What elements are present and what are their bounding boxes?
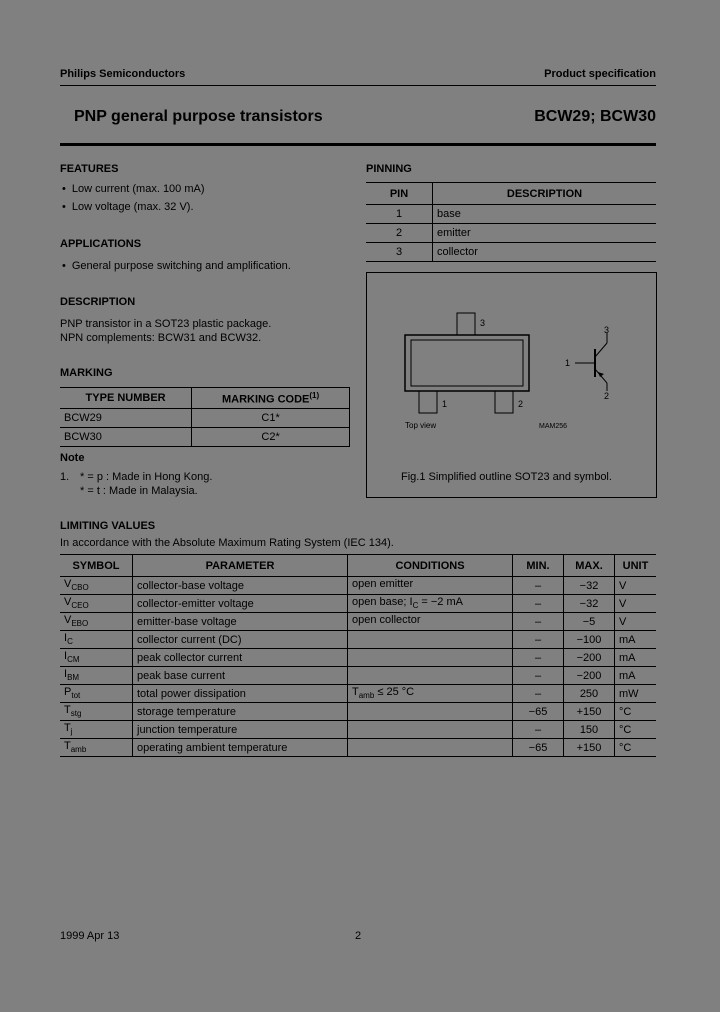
min-cell: – [513,721,564,739]
max-cell: −32 [564,577,615,595]
parameter-cell: collector current (DC) [133,631,348,649]
max-cell: −100 [564,631,615,649]
list-item: • Low voltage (max. 32 V). [62,198,205,216]
pin-number: 1 [366,205,433,224]
marking-type: BCW29 [60,409,192,428]
applications-heading: APPLICATIONS [60,238,142,250]
symbol-cell: $V_{CBO}$ [60,577,133,595]
list-item: • Low current (max. 100 mA) [62,180,205,198]
symbol-cell: $V_{EBO}$ [60,613,133,631]
pin2-lead [495,391,513,413]
conditions-cell: open base; $I_C = -2$ mA [348,595,513,613]
conditions-cell [348,667,513,685]
package-inner [411,340,523,386]
product-types: BCW29; BCW30 [534,108,656,125]
conditions-cell: $T_{amb} \le 25$ °C [348,685,513,703]
parameter-cell: total power dissipation [133,685,348,703]
table-row [60,577,656,595]
min-cell: – [513,577,564,595]
pin1-lead [419,391,437,413]
min-cell: – [513,631,564,649]
marking-col-code: MARKING CODE$^{(1)}$ [192,388,350,409]
symbol-pin1-label: 1 [565,358,571,368]
table-row [366,224,656,243]
table-row [366,205,656,224]
col-symbol: SYMBOL [60,555,133,577]
col-max: MAX. [564,555,615,577]
unit-cell: V [615,595,657,613]
pin-description: emitter [433,224,657,243]
min-cell: – [513,613,564,631]
conditions-cell: open emitter [348,577,513,595]
limiting-intro: In accordance with the Absolute Maximum Rating System (IEC 134). [60,537,394,549]
note-line: * = t : Made in Malaysia. [80,485,198,497]
max-cell: 250 [564,685,615,703]
col-min: MIN. [513,555,564,577]
unit-cell: °C [615,739,657,757]
pin-description: base [433,205,657,224]
pin3-lead [457,313,475,335]
limiting-heading: LIMITING VALUES [60,520,156,532]
marking-code: C1* [192,409,350,428]
limiting-rows [60,577,656,757]
table-row [60,428,350,447]
pin2-label: 2 [518,399,524,409]
pin-number: 3 [366,243,433,262]
pin-description: collector [433,243,657,262]
note-line: * = p : Made in Hong Kong. [80,471,213,483]
symbol-cell: $T_{stg}$ [60,703,133,721]
max-cell: −32 [564,595,615,613]
symbol-cell: $T_{amb}$ [60,739,133,757]
features-list [62,180,205,216]
unit-cell: °C [615,703,657,721]
min-cell: −65 [513,703,564,721]
list-item: • General purpose switching and amplification. [62,257,291,275]
min-cell: – [513,685,564,703]
symbol-cell: $P_{tot}$ [60,685,133,703]
figure-code: MAM256 [539,423,568,430]
pin3-label: 3 [480,318,486,328]
table-row [60,409,350,428]
parameter-cell: collector-base voltage [133,577,348,595]
unit-cell: mA [615,631,657,649]
symbol-collector [595,343,607,357]
symbol-cell: $V_{CEO}$ [60,595,133,613]
symbol-cell: $I_C$ [60,631,133,649]
product-title: PNP general purpose transistors [74,108,323,125]
min-cell: – [513,649,564,667]
max-cell: −200 [564,667,615,685]
conditions-cell [348,703,513,721]
marking-col-type: TYPE NUMBER [60,388,192,409]
symbol-cell: $I_{BM}$ [60,667,133,685]
table-row [60,703,656,721]
parameter-cell: emitter-base voltage [133,613,348,631]
pin-number: 2 [366,224,433,243]
description-line: NPN complements: BCW31 and BCW32. [60,332,262,344]
marking-heading: MARKING [60,367,113,379]
parameter-cell: peak base current [133,667,348,685]
table-row [60,555,656,577]
table-row [366,243,656,262]
figure-box [366,272,657,498]
table-row [60,613,656,631]
min-cell: – [513,667,564,685]
unit-cell: V [615,577,657,595]
description-text [60,317,271,345]
table-row [366,183,656,205]
doc-type: Product specification [544,68,656,80]
col-conditions: CONDITIONS [348,555,513,577]
conditions-cell [348,739,513,757]
header-rule [60,85,656,86]
table-row [60,667,656,685]
top-view-label: Top view [405,421,437,430]
desc-col: DESCRIPTION [433,183,657,205]
min-cell: – [513,595,564,613]
marking-code: C2* [192,428,350,447]
parameter-cell: junction temperature [133,721,348,739]
unit-cell: mA [615,667,657,685]
note-text [80,470,212,498]
conditions-cell [348,721,513,739]
company-name: Philips Semiconductors [60,68,186,80]
footer-page: 2 [355,930,362,942]
min-cell: −65 [513,739,564,757]
title-rule [60,143,656,146]
applications-list [62,257,291,275]
parameter-cell: collector-emitter voltage [133,595,348,613]
symbol-cell: $I_{CM}$ [60,649,133,667]
marking-type: BCW30 [60,428,192,447]
table-row [60,685,656,703]
conditions-cell [348,631,513,649]
description-heading: DESCRIPTION [60,296,136,308]
col-parameter: PARAMETER [133,555,348,577]
note-number: 1. [60,471,70,483]
table-row [60,595,656,613]
parameter-cell: storage temperature [133,703,348,721]
pin1-label: 1 [442,399,448,409]
table-row [60,739,656,757]
conditions-cell: open collector [348,613,513,631]
unit-cell: mA [615,649,657,667]
symbol-arrow [598,372,604,377]
max-cell: −200 [564,649,615,667]
symbol-cell: $T_j$ [60,721,133,739]
max-cell: +150 [564,739,615,757]
conditions-cell [348,649,513,667]
features-heading: FEATURES [60,163,119,175]
table-row [60,631,656,649]
marking-table [60,387,350,447]
parameter-cell: peak collector current [133,649,348,667]
pinning-heading: PINNING [366,163,412,175]
figure-caption: Fig.1 Simplified outline SOT23 and symbol. [401,471,612,483]
unit-cell: mW [615,685,657,703]
pin-col: PIN [366,183,433,205]
parameter-cell: operating ambient temperature [133,739,348,757]
sot23-outline-diagram [367,273,656,497]
limiting-table [60,554,656,757]
max-cell: +150 [564,703,615,721]
table-row [60,649,656,667]
unit-cell: °C [615,721,657,739]
max-cell: −5 [564,613,615,631]
unit-cell: V [615,613,657,631]
footer-date: 1999 Apr 13 [60,930,120,942]
note-heading: Note [60,452,85,464]
col-unit: UNIT [615,555,657,577]
description-line: PNP transistor in a SOT23 plastic package. [60,318,272,330]
table-row [60,388,350,409]
package-body [405,335,529,391]
symbol-pin2-label: 2 [604,391,610,401]
max-cell: 150 [564,721,615,739]
symbol-pin3-label: 3 [604,325,610,335]
table-row [60,721,656,739]
pinning-table [366,182,656,262]
